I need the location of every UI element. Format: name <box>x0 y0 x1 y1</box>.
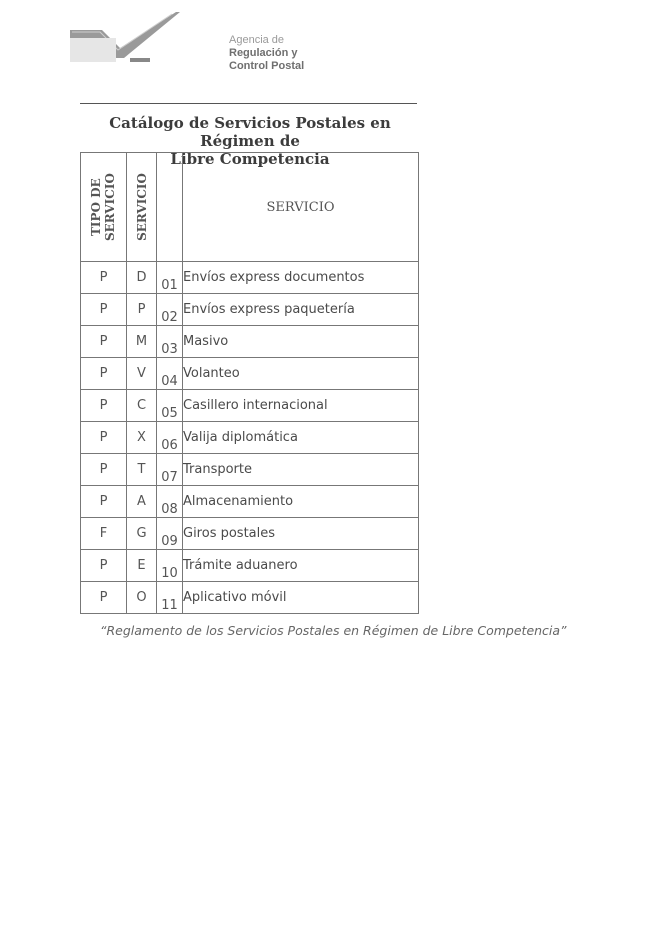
tipo-cell: P <box>81 550 127 582</box>
numero-cell: 01 <box>157 262 183 294</box>
codigo-cell: P <box>127 294 157 326</box>
table-row <box>81 390 419 422</box>
numero-cell: 09 <box>157 518 183 550</box>
regulation-note: “Reglamento de los Servicios Postales en Régimen de Libre Competencia” <box>100 623 567 638</box>
numero-cell: 06 <box>157 422 183 454</box>
numero-cell: 07 <box>157 454 183 486</box>
codigo-cell: A <box>127 486 157 518</box>
codigo-cell: M <box>127 326 157 358</box>
column-header-tipo <box>81 153 127 262</box>
numero-cell: 03 <box>157 326 183 358</box>
servicio-cell: Almacenamiento <box>183 486 419 518</box>
servicio-cell: Transporte <box>183 454 419 486</box>
logo-line-3: Control Postal <box>229 60 305 72</box>
column-header-codigo <box>127 153 157 262</box>
title-line-1: Catálogo de Servicios Postales en Régimen de <box>109 114 391 150</box>
servicio-cell: Trámite aduanero <box>183 550 419 582</box>
codigo-cell: V <box>127 358 157 390</box>
logo-line-1: Agencia de <box>229 34 285 46</box>
codigo-cell: O <box>127 582 157 614</box>
table-row <box>81 262 419 294</box>
numero-cell: 08 <box>157 486 183 518</box>
numero-cell: 05 <box>157 390 183 422</box>
table-row <box>81 486 419 518</box>
servicio-cell: Giros postales <box>183 518 419 550</box>
servicio-cell: Envíos express paquetería <box>183 294 419 326</box>
table-row <box>81 294 419 326</box>
table-row <box>81 518 419 550</box>
table-row <box>81 326 419 358</box>
title-line-2: Libre Competencia <box>170 150 330 168</box>
logo-line-2: Regulación y <box>229 47 298 59</box>
table-row <box>81 422 419 454</box>
table-row <box>81 358 419 390</box>
table-row <box>81 550 419 582</box>
table-header-row <box>81 153 419 262</box>
tipo-header-label: TIPO DE SERVICIO <box>88 173 117 241</box>
servicio-cell: Aplicativo móvil <box>183 582 419 614</box>
tipo-cell: P <box>81 486 127 518</box>
numero-cell: 04 <box>157 358 183 390</box>
tipo-cell: P <box>81 422 127 454</box>
tipo-cell: P <box>81 358 127 390</box>
numero-cell: 10 <box>157 550 183 582</box>
servicio-cell: Masivo <box>183 326 419 358</box>
servicio-cell: Valija diplomática <box>183 422 419 454</box>
tipo-cell: P <box>81 262 127 294</box>
tipo-cell: P <box>81 582 127 614</box>
codigo-cell: X <box>127 422 157 454</box>
column-header-numero <box>157 153 183 262</box>
codigo-cell: E <box>127 550 157 582</box>
servicio-cell: Volanteo <box>183 358 419 390</box>
column-header-servicio: SERVICIO <box>183 153 419 262</box>
codigo-header-label: SERVICIO <box>134 173 149 241</box>
tipo-cell: P <box>81 454 127 486</box>
numero-cell: 02 <box>157 294 183 326</box>
tipo-cell: P <box>81 294 127 326</box>
codigo-cell: D <box>127 262 157 294</box>
tipo-cell: P <box>81 326 127 358</box>
codigo-cell: T <box>127 454 157 486</box>
table-row <box>81 454 419 486</box>
checkmark-swoosh-icon <box>68 8 188 68</box>
agency-logo <box>68 8 305 72</box>
tipo-cell: F <box>81 518 127 550</box>
services-table <box>80 152 419 614</box>
tipo-cell: P <box>81 390 127 422</box>
logo-text <box>229 34 304 73</box>
header-divider <box>80 103 417 104</box>
codigo-cell: C <box>127 390 157 422</box>
table-row <box>81 582 419 614</box>
codigo-cell: G <box>127 518 157 550</box>
numero-cell: 11 <box>157 582 183 614</box>
servicio-cell: Envíos express documentos <box>183 262 419 294</box>
servicio-cell: Casillero internacional <box>183 390 419 422</box>
